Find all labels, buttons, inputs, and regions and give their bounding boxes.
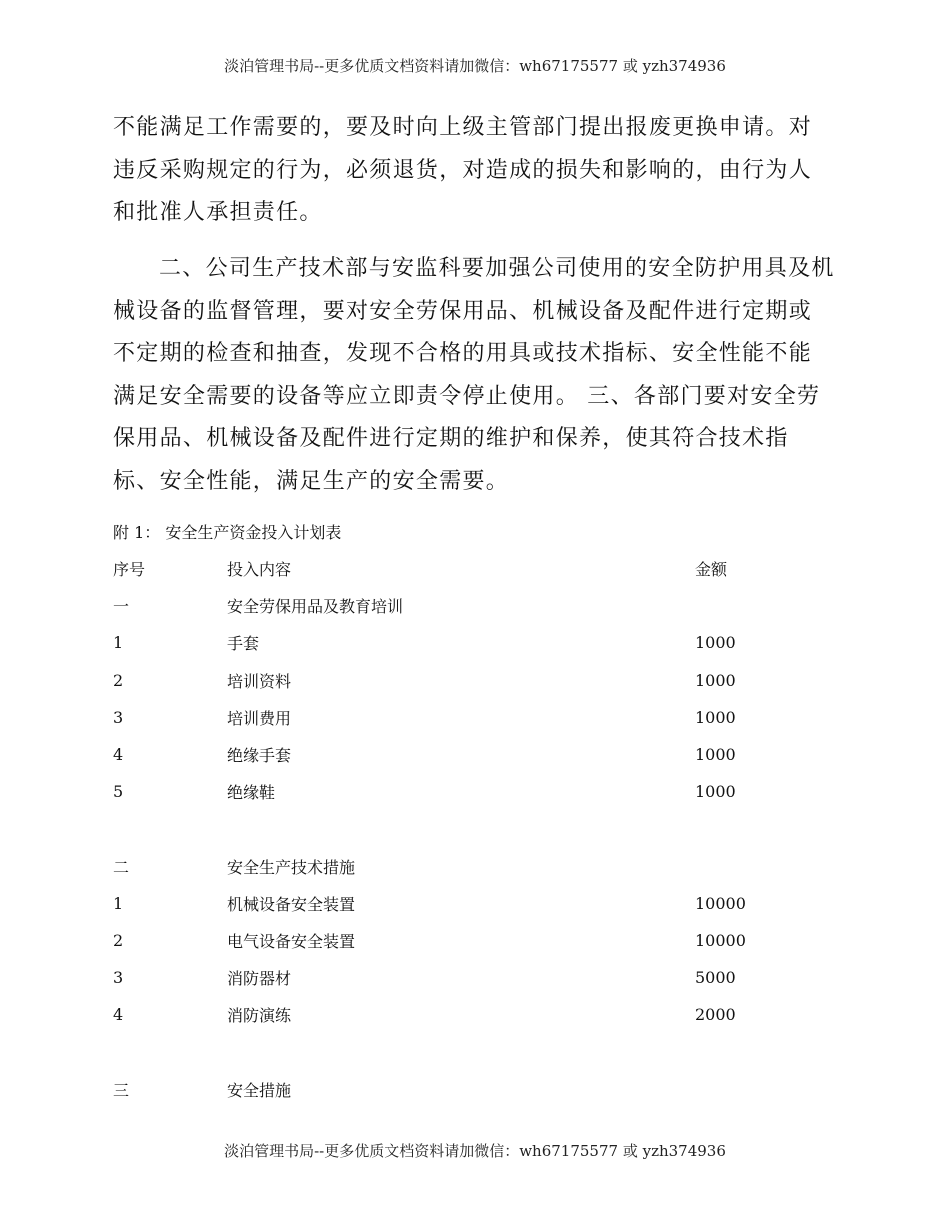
cell-content: 手套 <box>227 634 260 654</box>
cell-amount: 5000 <box>695 968 736 988</box>
cell-content: 安全措施 <box>227 1080 292 1100</box>
table-row <box>113 885 813 922</box>
cell-amount: 1000 <box>695 633 736 653</box>
cell-amount: 1000 <box>695 745 736 765</box>
cell-content: 安全生产技术措施 <box>227 857 356 877</box>
cell-content: 绝缘手套 <box>227 746 292 766</box>
table-row <box>113 587 813 624</box>
table-row <box>113 736 813 773</box>
cell-index: 4 <box>113 1005 124 1025</box>
cell-content: 培训资料 <box>227 671 292 691</box>
header-amount: 金额 <box>695 560 728 580</box>
cell-amount: 1000 <box>695 707 736 727</box>
paragraph-2: 二、公司生产技术部与安监科要加强公司使用的安全防护用具及机械设备的监督管理，要对安全劳保用品、机械设备及配件进行定期或不定期的检查和抽查，发现不合格的用具或技术指标、安全性能不能满足安全需要的设备等应立即责令停止使用。 三、各部门要对安全劳保用品、机械设备及配件进行定期的维护和保养，使其符合技术指标、安全性能，满足生产的安全需要。 <box>113 256 835 494</box>
cell-content: 消防器材 <box>227 969 292 989</box>
cell-index: 3 <box>113 707 124 727</box>
table-row <box>113 959 813 996</box>
cell-index: 1 <box>113 633 124 653</box>
cell-index: 三 <box>113 1080 130 1100</box>
table-row <box>113 662 813 699</box>
page-footer: 淡泊管理书局--更多优质文档资料请加微信：wh67175577 或 yzh374936 <box>224 1142 726 1160</box>
cell-amount: 1000 <box>695 670 736 690</box>
header-content: 投入内容 <box>227 560 292 580</box>
table-row <box>113 810 813 847</box>
page-header: 淡泊管理书局--更多优质文档资料请加微信：wh67175577 或 yzh374936 <box>224 57 726 75</box>
investment-plan-table <box>113 550 813 1108</box>
table-row <box>113 773 813 810</box>
paragraph-1: 不能满足工作需要的，要及时向上级主管部门提出报废更换申请。对违反采购规定的行为，必须退货，对造成的损失和影响的，由行为人和批准人承担责任。 <box>113 115 813 225</box>
cell-amount: 10000 <box>695 930 746 950</box>
table-row <box>113 1033 813 1070</box>
cell-index: 1 <box>113 893 124 913</box>
table-row <box>113 1071 813 1108</box>
cell-index: 3 <box>113 968 124 988</box>
cell-amount: 2000 <box>695 1005 736 1025</box>
table-body <box>113 587 813 1108</box>
cell-index: 二 <box>113 857 130 877</box>
table-row <box>113 699 813 736</box>
cell-amount: 10000 <box>695 893 746 913</box>
cell-content: 消防演练 <box>227 1006 292 1026</box>
table-title: 附 1： 安全生产资金投入计划表 <box>113 523 342 542</box>
cell-content: 机械设备安全装置 <box>227 894 356 914</box>
cell-content: 安全劳保用品及教育培训 <box>227 597 404 617</box>
cell-content: 绝缘鞋 <box>227 783 276 803</box>
table-row <box>113 624 813 661</box>
cell-index: 2 <box>113 670 124 690</box>
table-row <box>113 922 813 959</box>
table-header-row <box>113 550 813 587</box>
cell-index: 5 <box>113 782 124 802</box>
header-index: 序号 <box>113 560 146 580</box>
table-row <box>113 996 813 1033</box>
cell-index: 4 <box>113 745 124 765</box>
cell-content: 电气设备安全装置 <box>227 931 356 951</box>
table-row <box>113 848 813 885</box>
cell-index: 一 <box>113 597 130 617</box>
cell-content: 培训费用 <box>227 708 292 728</box>
cell-amount: 1000 <box>695 782 736 802</box>
cell-index: 2 <box>113 930 124 950</box>
